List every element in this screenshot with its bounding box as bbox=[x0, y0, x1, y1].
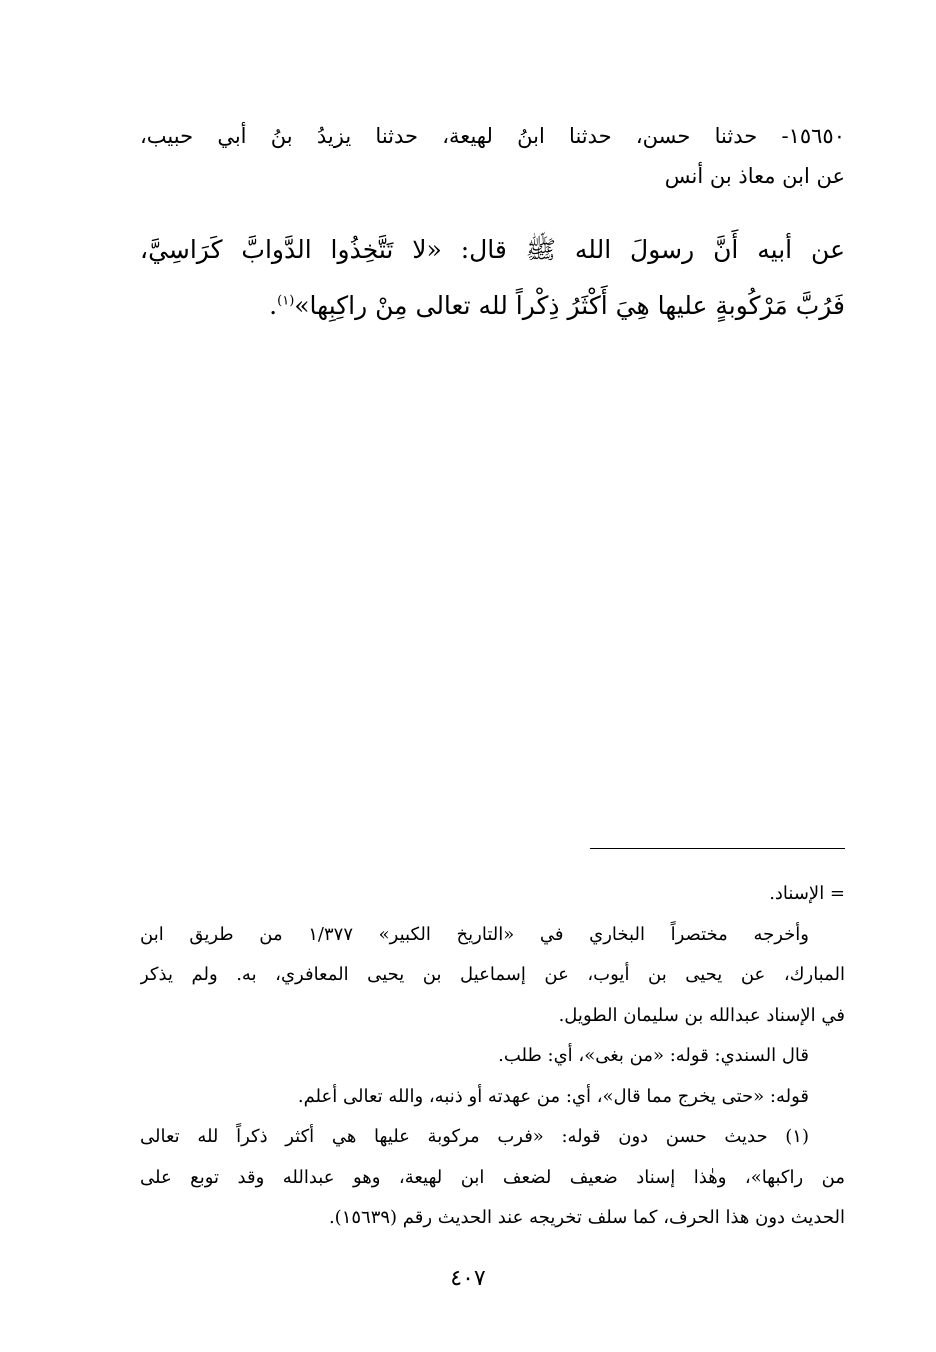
end-mark: . bbox=[269, 291, 278, 320]
footnote-line: في الإسناد عبدالله بن سليمان الطويل. bbox=[558, 1004, 845, 1026]
hadith-body-text: فَرُبَّ مَرْكُوبةٍ عليها هِيَ أَكْثَرُ ذِكْراً لله تعالى مِنْ راكِبِها» bbox=[294, 291, 845, 320]
hadith-body-line: عن أبيه أَنَّ رسولَ الله ﷺ قال: «لا تَتَّخِذُوا الدَّوابَّ كَرَاسِيَّ، bbox=[140, 235, 845, 264]
footnote-line: = الإسناد. bbox=[769, 883, 845, 904]
footnotes bbox=[140, 874, 845, 1239]
hadith-body-line bbox=[140, 278, 845, 334]
page-number: ٤٠٧ bbox=[450, 1266, 486, 1291]
footnote-line: (١) حديث حسن دون قوله: «فرب مركوبة عليها هي أكثر ذكراً لله تعالى bbox=[140, 1126, 809, 1147]
footnote-line: الحديث دون هذا الحرف، كما سلف تخريجه عند الحديث رقم (١٥٦٣٩). bbox=[328, 1207, 845, 1228]
footnote-line: قال السندي: قوله: «من بغى»، أي: طلب. bbox=[498, 1045, 809, 1066]
hadith-head-line: ١٥٦٥٠- حدثنا حسن، حدثنا ابنُ لهيعة، حدثنا يزيدُ بنُ أبي حبيب، bbox=[140, 124, 845, 148]
footnote-line: المبارك، عن يحيى بن أيوب، عن إسماعيل بن يحيى المعافري، به. ولم يذكر bbox=[140, 964, 845, 985]
footnote-line: من راكبها»، وهٰذا إسناد ضعيف لضعف ابن لهيعة، وهو عبدالله وقد توبع على bbox=[140, 1166, 845, 1188]
footnote-marker: (١) bbox=[277, 293, 295, 309]
hadith-matn bbox=[140, 222, 845, 334]
footnote-line: وأخرجه مختصراً البخاري في «التاريخ الكبير» ١/٣٧٧ من طريق ابن bbox=[140, 923, 809, 945]
footnote-separator bbox=[590, 848, 845, 849]
hadith-head-line: عن ابن معاذ بن أنس bbox=[664, 164, 845, 188]
hadith-isnad bbox=[140, 116, 845, 196]
footnote-line: قوله: «حتى يخرج مما قال»، أي: من عهدته أو ذنبه، والله تعالى أعلم. bbox=[297, 1085, 809, 1107]
